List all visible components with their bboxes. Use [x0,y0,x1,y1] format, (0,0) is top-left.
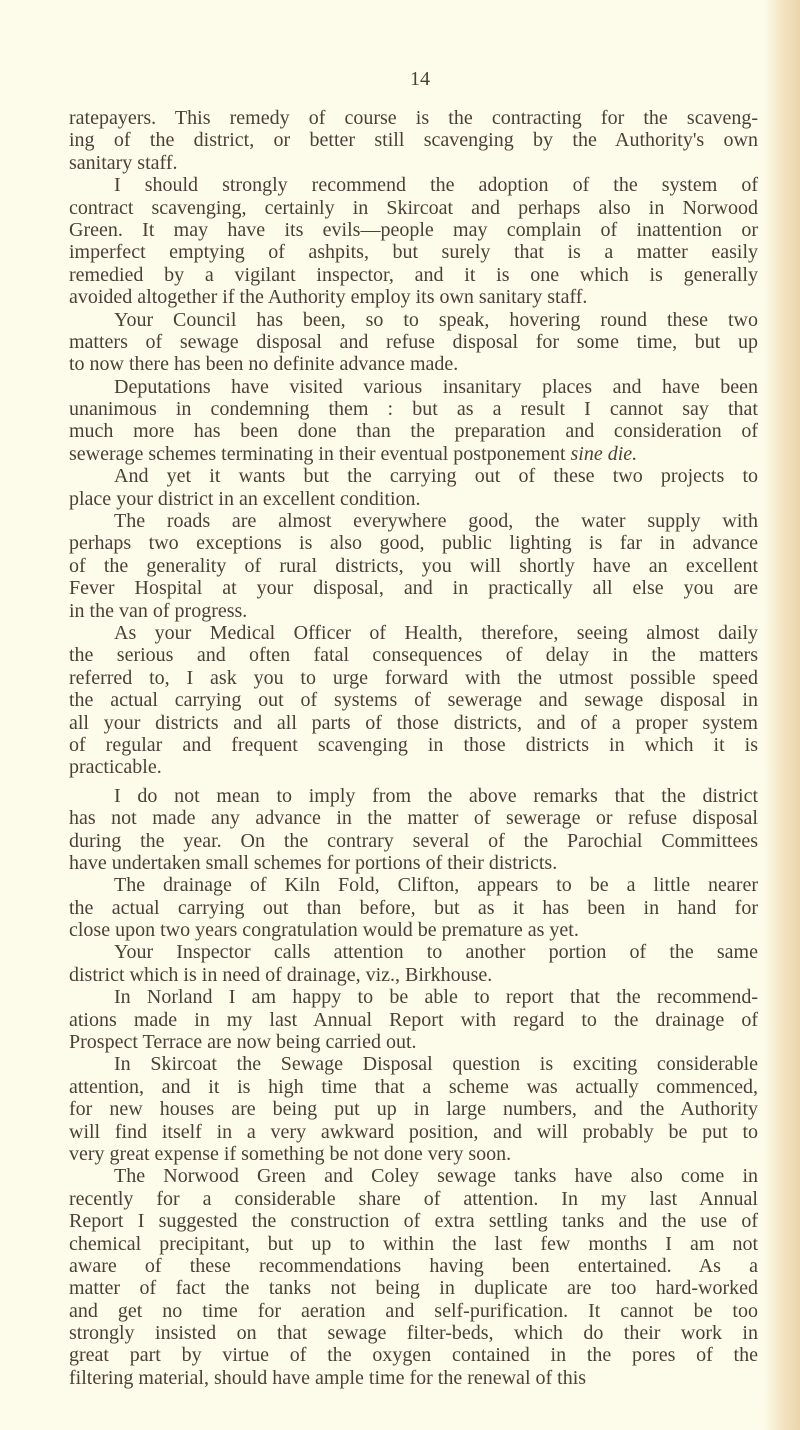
document-body [69,107,758,1389]
paragraph [69,622,758,779]
text-line: district which is in need of drainage, viz., Birkhouse. [69,963,493,986]
text-line: And yet it wants but the carrying out of these two projects to [114,465,758,488]
italic-phrase: sine die. [570,442,638,465]
text-line: of regular and frequent scavenging in those districts in which it is [69,733,758,756]
text-line: the actual carrying out of systems of sewerage and sewage disposal in [69,689,758,712]
text-line: aware of these recommendations having been entertained. As a [69,1254,758,1277]
text-line: has not made any advance in the matter of sewerage or refuse disposal [69,807,758,830]
text-line: ations made in my last Annual Report with regard to the drainage of [69,1008,758,1031]
text-line: place your district in an excellent condition. [69,487,421,510]
text-line: Report I suggested the construction of extra settling tanks and the use of [69,1210,758,1233]
text-line: sanitary staff. [69,151,178,174]
text-line: ing of the district, or better still scavenging by the Authority's own [69,129,758,152]
text-line: close upon two years congratulation would be premature as yet. [69,919,579,942]
text-line: for new houses are being put up in large numbers, and the Authority [69,1098,758,1121]
text-line: Fever Hospital at your disposal, and in practically all else you are [69,577,758,600]
text-line: referred to, I ask you to urge forward with the utmost possible speed [69,666,758,689]
text-line: much more has been done than the preparation and consideration of [69,420,758,443]
text-line: As your Medical Officer of Health, therefore, seeing almost daily [114,621,758,644]
text-line: in the van of progress. [69,599,248,622]
text-line: Your Inspector calls attention to another portion of the same [114,941,758,964]
text-line: matters of sewage disposal and refuse disposal for some time, but up [69,330,758,353]
paragraph [69,1053,758,1165]
text-line: to now there has been no definite advance made. [69,353,459,376]
text-line: avoided altogether if the Authority employ its own sanitary staff. [69,286,588,309]
text-line: Prospect Terrace are now being carried out. [69,1031,417,1054]
text-line: all your districts and all parts of those districts, and of a proper system [69,711,758,734]
text-line: The Norwood Green and Coley sewage tanks have also come in [114,1165,758,1188]
text-line: great part by virtue of the oxygen contained in the pores of the [69,1344,758,1367]
text-line: will find itself in a very awkward position, and will probably be put to [69,1120,758,1143]
text-line: of the generality of rural districts, you will shortly have an excellent [69,554,758,577]
paragraph [69,309,758,376]
text-line: the serious and often fatal consequences of delay in the matters [69,644,758,667]
paragraph [69,107,758,174]
text-line: Green. It may have its evils—people may complain of inattention or [69,218,758,241]
text-line: have undertaken small schemes for portions of their districts. [69,851,558,874]
text-line: imperfect emptying of ashpits, but surely that is a matter easily [69,241,758,264]
text-line: very great expense if something be not done very soon. [69,1142,512,1165]
paragraph [69,376,758,466]
text-line: recently for a considerable share of attention. In my last Annual [69,1187,758,1210]
text-line: sewerage schemes terminating in their eventual postponement sine die. [69,442,638,465]
text-line: In Norland I am happy to be able to report that the recommend- [114,986,758,1009]
text-line: ratepayers. This remedy of course is the contracting for the scaveng- [69,107,758,129]
text-line: remedied by a vigilant inspector, and it is one which is generally [69,263,758,286]
paragraph [69,174,758,308]
text-line: In Skircoat the Sewage Disposal question is exciting considerable [114,1053,758,1076]
page-edge-shadow [764,0,800,1430]
text-line: filtering material, should have ample time for the renewal of this [69,1366,587,1389]
page-number: 14 [410,68,430,90]
text-line: during the year. On the contrary several of the Parochial Committees [69,829,758,852]
text-line: the actual carrying out than before, but as it has been in hand for [69,896,758,919]
paragraph [69,941,758,986]
text-line: I should strongly recommend the adoption of the system of [114,174,758,197]
text-line: contract scavenging, certainly in Skircoat and perhaps also in Norwood [69,196,758,219]
text-line: strongly insisted on that sewage filter-beds, which do their work in [69,1322,758,1345]
text-line: matter of fact the tanks not being in duplicate are too hard-worked [69,1277,758,1300]
text-line: chemical precipitant, but up to within the last few months I am not [69,1232,758,1255]
paragraph [69,465,758,510]
paragraph [69,986,758,1053]
paragraph [69,510,758,622]
text-line: unanimous in condemning them : but as a result I cannot say that [69,398,758,421]
text-line: and get no time for aeration and self-purification. It cannot be too [69,1299,758,1322]
text-line: Your Council has been, so to speak, hovering round these two [114,308,758,331]
text-line: Deputations have visited various insanitary places and have been [114,375,758,398]
text-line: attention, and it is high time that a scheme was actually commenced, [69,1075,758,1098]
paragraph [69,874,758,941]
text-line: I do not mean to imply from the above remarks that the district [114,784,758,807]
text-line: practicable. [69,756,162,779]
paragraph [69,1165,758,1389]
text-line: perhaps two exceptions is also good, public lighting is far in advance [69,532,758,555]
text-line: The drainage of Kiln Fold, Clifton, appears to be a little nearer [114,874,758,897]
paragraph [69,785,758,875]
text-line: The roads are almost everywhere good, the water supply with [114,510,758,533]
